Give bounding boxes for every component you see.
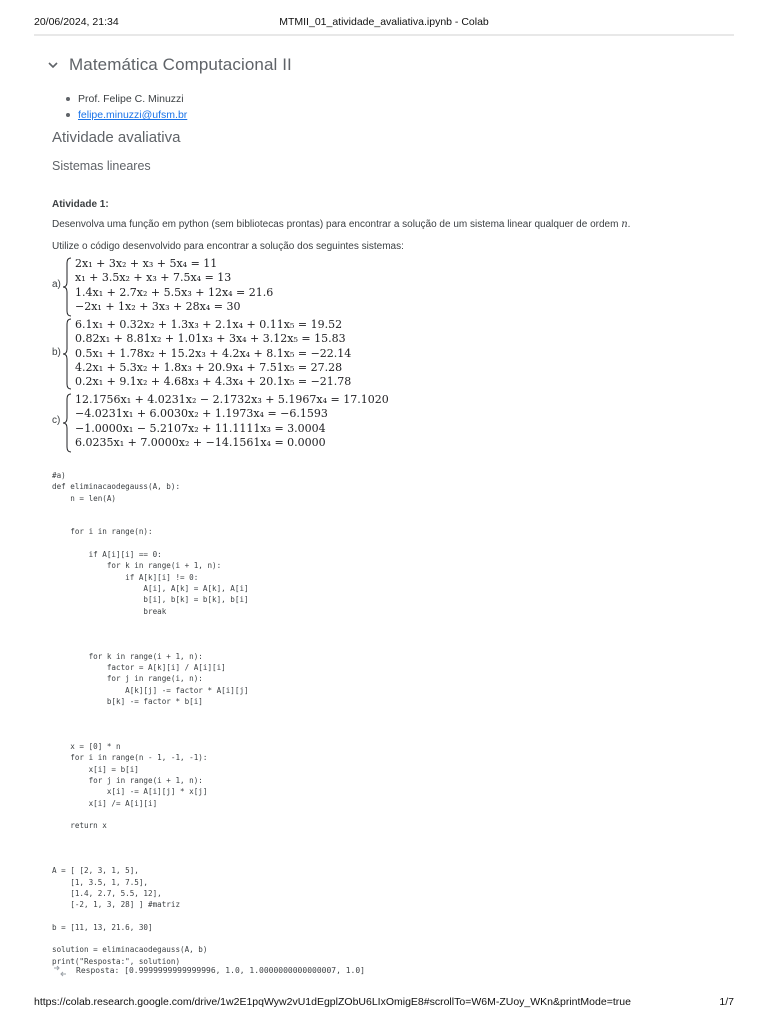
print-footer bbox=[34, 996, 734, 1010]
equation: 6.1x₁ + 0.32x₂ + 1.3x₃ + 2.1x₄ + 0.11x₅ = 19.52 bbox=[75, 318, 343, 331]
output-text: Resposta: [0.9999999999999996, 1.0, 1.0000000000000007, 1.0] bbox=[76, 965, 365, 975]
code-line: b = [11, 13, 21.6, 30] bbox=[52, 922, 153, 932]
equation-list bbox=[75, 318, 351, 389]
equation: 0.82x₁ + 8.81x₂ + 1.01x₃ + 3x₄ + 3.12x₅ = 15.83 bbox=[75, 332, 346, 346]
section-title: Matemática Computacional II bbox=[69, 55, 292, 74]
code-line: A = [ [2, 3, 1, 5], bbox=[52, 866, 139, 876]
code-line: #a) bbox=[52, 471, 66, 480]
professor-name: Prof. Felipe C. Minuzzi bbox=[78, 93, 184, 105]
print-document-title: MTMII_01_atividade_avaliativa.ipynb - Colab bbox=[279, 16, 489, 28]
print-datetime: 20/06/2024, 21:34 bbox=[34, 16, 119, 28]
equation: x₁ + 3.5x₂ + x₃ + 7.5x₄ = 13 bbox=[75, 271, 232, 285]
code-line bbox=[52, 538, 249, 549]
equation: 6.0235x₁ + 7.0000x₂ + −14.1561x₄ = 0.0000 bbox=[75, 435, 326, 449]
code-line: for k in range(i + 1, n): bbox=[52, 561, 222, 571]
code-line: x[i] -= A[i][j] * x[j] bbox=[52, 787, 208, 797]
print-url: https://colab.research.google.com/drive/1w2E1pqWyw2vU1dEgplZObU6LIxOmigE8#scrollTo=W6M-ZUoy_WKn&printMode=true bbox=[34, 996, 631, 1008]
code-line bbox=[52, 911, 249, 922]
left-brace-icon bbox=[62, 257, 72, 317]
code-line: for j in range(i, n): bbox=[52, 674, 203, 684]
code-line bbox=[52, 854, 249, 865]
code-line bbox=[52, 504, 249, 515]
output-area bbox=[52, 964, 365, 976]
equation-list bbox=[75, 257, 273, 314]
equation: 1.4x₁ + 2.7x₂ + 5.5x₃ + 12x₄ = 21.6 bbox=[75, 285, 274, 299]
code-line bbox=[52, 628, 249, 639]
heading-atividade-avaliativa: Atividade avaliativa bbox=[52, 129, 181, 146]
code-line: for k in range(i + 1, n): bbox=[52, 651, 203, 661]
code-line: print("Resposta:", solution) bbox=[52, 956, 181, 966]
section-heading[interactable] bbox=[46, 54, 292, 76]
left-brace-icon bbox=[62, 318, 72, 390]
system-label: c) bbox=[52, 415, 61, 426]
heading-sistemas-lineares: Sistemas lineares bbox=[52, 159, 151, 173]
left-brace-icon bbox=[62, 393, 72, 453]
output-arrows-icon[interactable] bbox=[52, 964, 68, 976]
code-line: for i in range(n - 1, -1, -1): bbox=[52, 753, 208, 763]
code-line bbox=[52, 639, 249, 650]
code-line: for j in range(i + 1, n): bbox=[52, 776, 203, 786]
code-line: x[i] /= A[i][i] bbox=[52, 798, 158, 808]
system-label: a) bbox=[52, 279, 61, 290]
code-line bbox=[52, 832, 249, 843]
code-line: factor = A[k][i] / A[i][i] bbox=[52, 663, 226, 673]
code-line bbox=[52, 933, 249, 944]
author-list bbox=[64, 91, 187, 123]
equation-list bbox=[75, 393, 389, 450]
code-line: x = [0] * n bbox=[52, 742, 121, 752]
code-line: if A[k][i] != 0: bbox=[52, 572, 199, 582]
equation: 4.2x₁ + 5.3x₂ + 1.8x₃ + 20.9x₄ + 7.51x₅ = 27.28 bbox=[75, 360, 343, 374]
code-line: break bbox=[52, 606, 167, 616]
instruction-period: . bbox=[627, 219, 631, 230]
code-line: b[k] -= factor * b[i] bbox=[52, 696, 203, 706]
list-item-email bbox=[64, 107, 187, 123]
code-line: A[i], A[k] = A[k], A[i] bbox=[52, 583, 249, 593]
code-line bbox=[52, 515, 249, 526]
code-line: A[k][j] -= factor * A[i][j] bbox=[52, 685, 249, 695]
code-line bbox=[52, 809, 249, 820]
equation: 0.2x₁ + 9.1x₂ + 4.68x₃ + 4.3x₄ + 20.1x₅ = −21.78 bbox=[75, 375, 352, 389]
code-line: b[i], b[k] = b[k], b[i] bbox=[52, 595, 249, 605]
code-line: def eliminacaodegauss(A, b): bbox=[52, 482, 181, 492]
equation: −1.0000x₁ − 5.2107x₂ + 11.1111x₃ = 3.0004 bbox=[75, 421, 326, 435]
code-line: [1, 3.5, 1, 7.5], bbox=[52, 877, 149, 887]
code-line: n = len(A) bbox=[52, 493, 117, 503]
code-line: return x bbox=[52, 821, 107, 831]
instruction-paragraph bbox=[52, 219, 630, 230]
code-line bbox=[52, 707, 249, 718]
equation: −2x₁ + 1x₂ + 3x₃ + 28x₄ = 30 bbox=[75, 299, 241, 313]
system-b bbox=[52, 318, 392, 390]
systems-intro-paragraph: Utilize o código desenvolvido para encontrar a solução dos seguintes sistemas: bbox=[52, 241, 404, 252]
code-line bbox=[52, 843, 249, 854]
order-variable: n bbox=[621, 219, 628, 230]
system-c bbox=[52, 393, 392, 453]
system-label: b) bbox=[52, 347, 61, 358]
code-line bbox=[52, 617, 249, 628]
equation: 0.5x₁ + 1.78x₂ + 15.2x₃ + 4.2x₄ + 8.1x₅ = −22.14 bbox=[75, 346, 352, 360]
code-line: solution = eliminacaodegauss(A, b) bbox=[52, 945, 208, 955]
code-cell[interactable] bbox=[52, 470, 249, 967]
code-line bbox=[52, 730, 249, 741]
code-line: [-2, 1, 3, 28] ] #matriz bbox=[52, 900, 181, 910]
equation: −4.0231x₁ + 6.0030x₂ + 1.1973x₄ = −6.1593 bbox=[75, 407, 328, 421]
print-header bbox=[34, 16, 734, 30]
chevron-down-icon[interactable] bbox=[46, 58, 60, 72]
equation: 12.1756x₁ + 4.0231x₂ − 2.1732x₃ + 5.1967x₄ = 17.1020 bbox=[75, 393, 389, 406]
page-number: 1/7 bbox=[719, 996, 734, 1008]
email-link[interactable]: felipe.minuzzi@ufsm.br bbox=[78, 109, 188, 121]
header-divider bbox=[34, 34, 734, 36]
equation: 2x₁ + 3x₂ + x₃ + 5x₄ = 11 bbox=[75, 257, 218, 270]
code-line: [1.4, 2.7, 5.5, 12], bbox=[52, 888, 162, 898]
system-a bbox=[52, 257, 352, 317]
code-line: x[i] = b[i] bbox=[52, 764, 139, 774]
code-line bbox=[52, 719, 249, 730]
list-item-professor bbox=[64, 91, 187, 107]
instruction-text: Desenvolva uma função em python (sem bibliotecas prontas) para encontrar a solução de um sistema linear qualquer de ordem bbox=[52, 219, 619, 230]
code-line: for i in range(n): bbox=[52, 527, 153, 537]
heading-atividade-1: Atividade 1: bbox=[52, 199, 109, 210]
code-line: if A[i][i] == 0: bbox=[52, 550, 162, 560]
